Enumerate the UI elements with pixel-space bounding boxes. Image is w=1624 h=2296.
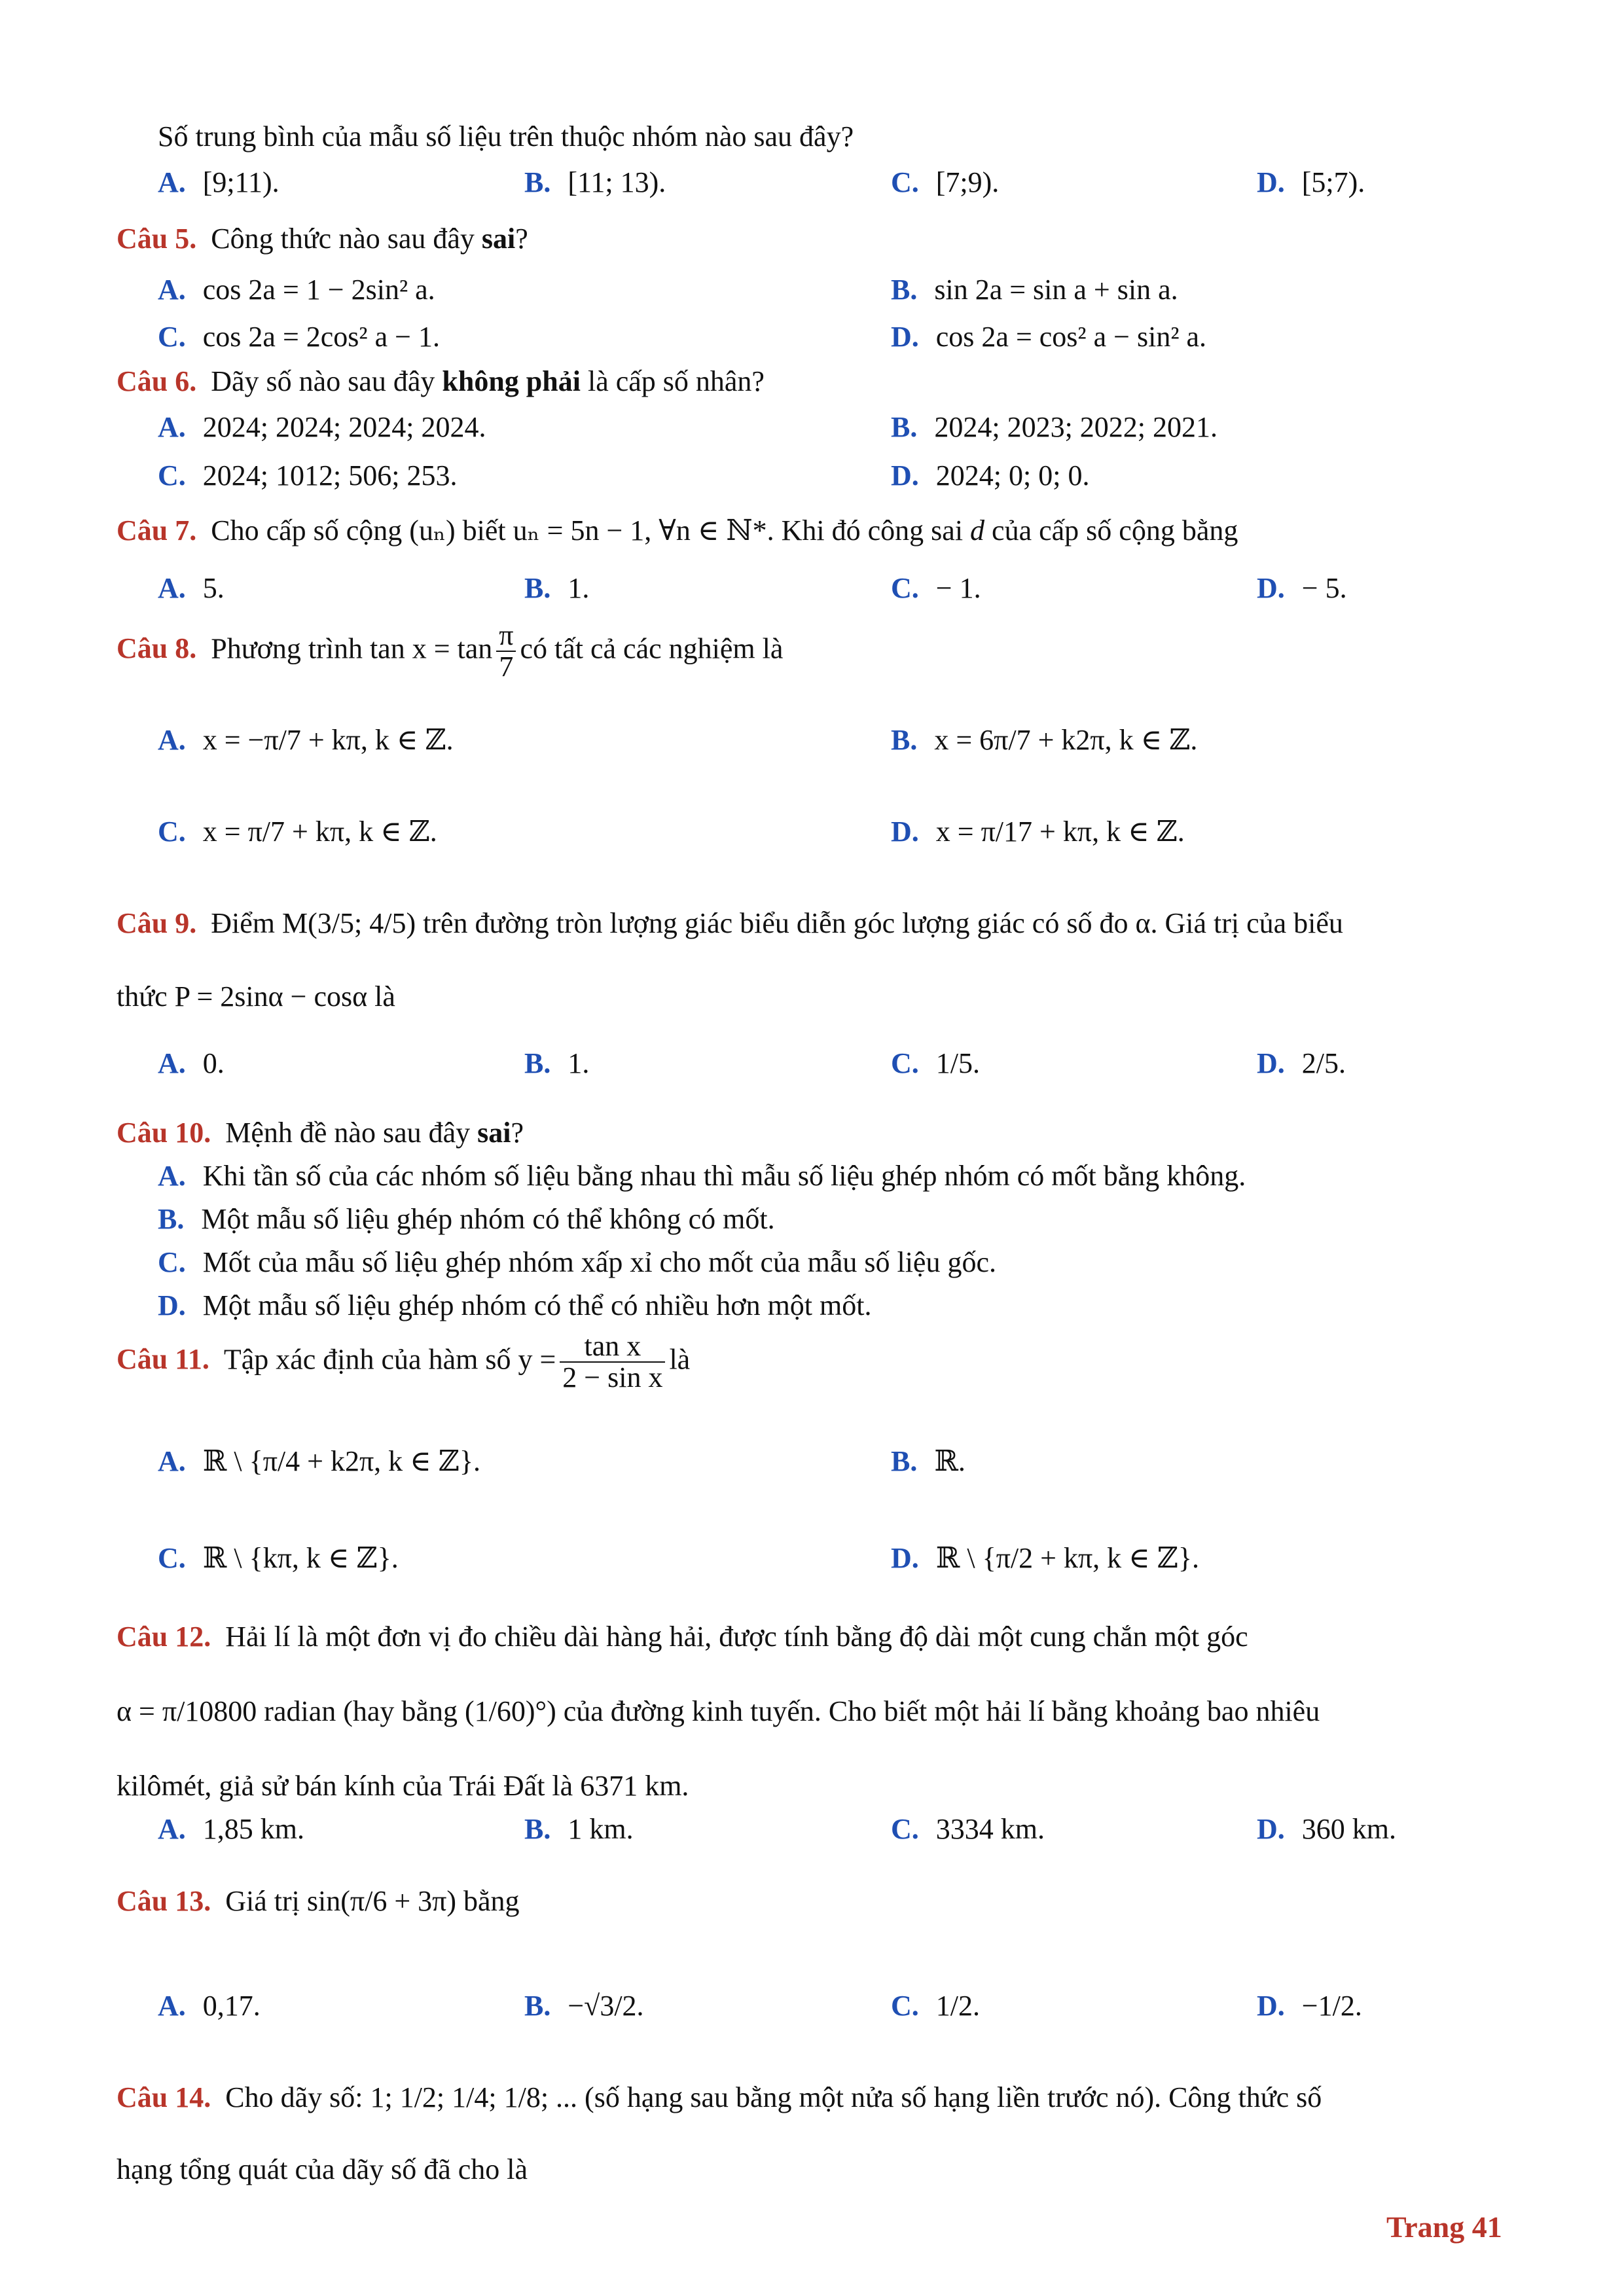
q5-option-a[interactable]: A. cos 2a = 1 − 2sin² a. (158, 274, 435, 306)
q9-option-d[interactable]: D. 2/5. (1257, 1047, 1346, 1079)
question-11: Câu 11. Tập xác định của hàm số y = $\frac{\text{tan x}}{\text{2 − sin x}}$ là (117, 1330, 691, 1394)
question-10: Câu 10. Mệnh đề nào sau đây sai? (117, 1117, 524, 1149)
q10-option-a[interactable]: A. Khi tần số của các nhóm số liệu bằng nhau thì mẫu số liệu ghép nhóm có mốt bằng không. (158, 1160, 1246, 1192)
q6-option-c[interactable]: C. 2024; 1012; 506; 253. (158, 459, 458, 492)
q7-option-d[interactable]: D. − 5. (1257, 572, 1347, 604)
q9-option-a[interactable]: A. 0. (158, 1047, 225, 1079)
q4-option-a[interactable]: A. [9;11). (158, 166, 280, 198)
question-9: Câu 9. Điểm M(3/5; 4/5) trên đường tròn lượng giác biểu diễn góc lượng giác có số đo α. Giá trị của biểu (117, 907, 1343, 939)
q8-option-c[interactable]: C. x = π/7 + kπ, k ∈ ℤ. (158, 816, 437, 848)
q7-option-a[interactable]: A. 5. (158, 572, 225, 604)
q7-option-c[interactable]: C. − 1. (891, 572, 981, 604)
q4-option-b[interactable]: B. [11; 13). (524, 166, 666, 198)
fraction: $\frac{\pi}{7}$ (496, 620, 516, 682)
question-9-line2: thức P = 2sinα − cosα là (117, 980, 395, 1013)
q7-option-b[interactable]: B. 1. (524, 572, 590, 604)
q9-option-b[interactable]: B. 1. (524, 1047, 590, 1079)
question-8: Câu 8. Phương trình tan x = tan $\frac{\pi}{7}$ có tất cả các nghiệm là (117, 619, 784, 683)
q5-option-c[interactable]: C. cos 2a = 2cos² a − 1. (158, 321, 440, 353)
fraction: $\frac{\text{tan x}}{\text{2 − sin x}}$ (560, 1331, 665, 1393)
q12-option-a[interactable]: A. 1,85 km. (158, 1813, 305, 1845)
q5-option-b[interactable]: B. sin 2a = sin a + sin a. (891, 274, 1178, 306)
q11-option-b[interactable]: B. ℝ. (891, 1445, 965, 1477)
q13-option-d[interactable]: D. −1/2. (1257, 1990, 1362, 2022)
q6-option-d[interactable]: D. 2024; 0; 0; 0. (891, 459, 1090, 492)
page-number: Trang 41 (1386, 2210, 1502, 2244)
q4-option-d[interactable]: D. [5;7). (1257, 166, 1365, 198)
q11-option-d[interactable]: D. ℝ \ {π/2 + kπ, k ∈ ℤ}. (891, 1542, 1199, 1574)
question-12-line2: α = π/10800 radian (hay bằng (1/60)°) của đường kinh tuyến. Cho biết một hải lí bằng khoảng bao nhiêu (117, 1695, 1320, 1727)
q12-option-b[interactable]: B. 1 km. (524, 1813, 634, 1845)
question-12: Câu 12. Hải lí là một đơn vị đo chiều dài hàng hải, được tính bằng độ dài một cung chắn một góc (117, 1621, 1248, 1653)
q6-option-a[interactable]: A. 2024; 2024; 2024; 2024. (158, 411, 486, 443)
q5-option-d[interactable]: D. cos 2a = cos² a − sin² a. (891, 321, 1207, 353)
question-6: Câu 6. Dãy số nào sau đây không phải là cấp số nhân? (117, 365, 765, 397)
q11-option-c[interactable]: C. ℝ \ {kπ, k ∈ ℤ}. (158, 1542, 399, 1574)
q10-option-c[interactable]: C. Mốt của mẫu số liệu ghép nhóm xấp xỉ cho mốt của mẫu số liệu gốc. (158, 1246, 996, 1278)
q4-option-c[interactable]: C. [7;9). (891, 166, 1000, 198)
q9-option-c[interactable]: C. 1/5. (891, 1047, 981, 1079)
question-12-line3: kilômét, giả sử bán kính của Trái Đất là 6371 km. (117, 1770, 689, 1802)
q13-option-b[interactable]: B. −√3/2. (524, 1990, 644, 2022)
question-14: Câu 14. Cho dãy số: 1; 1/2; 1/4; 1/8; ... (số hạng sau bằng một nửa số hạng liền trước nó). Công thức số (117, 2081, 1322, 2113)
question-5: Câu 5. Công thức nào sau đây sai? (117, 223, 528, 255)
q8-option-b[interactable]: B. x = 6π/7 + k2π, k ∈ ℤ. (891, 724, 1198, 756)
question-7: Câu 7. Cho cấp số cộng (uₙ) biết uₙ = 5n − 1, ∀n ∈ ℕ*. Khi đó công sai d của cấp số cộng bằng (117, 514, 1238, 547)
q10-option-b[interactable]: B. Một mẫu số liệu ghép nhóm có thể không có mốt. (158, 1203, 775, 1235)
q13-option-c[interactable]: C. 1/2. (891, 1990, 981, 2022)
q11-option-a[interactable]: A. ℝ \ {π/4 + k2π, k ∈ ℤ}. (158, 1445, 480, 1477)
q8-option-a[interactable]: A. x = −π/7 + kπ, k ∈ ℤ. (158, 724, 454, 756)
q6-option-b[interactable]: B. 2024; 2023; 2022; 2021. (891, 411, 1218, 443)
q8-option-d[interactable]: D. x = π/17 + kπ, k ∈ ℤ. (891, 816, 1185, 848)
q10-option-d[interactable]: D. Một mẫu số liệu ghép nhóm có thể có nhiều hơn một mốt. (158, 1289, 872, 1321)
q12-option-c[interactable]: C. 3334 km. (891, 1813, 1045, 1845)
q13-option-a[interactable]: A. 0,17. (158, 1990, 261, 2022)
question-13: Câu 13. Giá trị sin(π/6 + 3π) bằng (117, 1885, 520, 1917)
q12-option-d[interactable]: D. 360 km. (1257, 1813, 1397, 1845)
question-14-line2: hạng tổng quát của dãy số đã cho là (117, 2153, 528, 2185)
intro-text: Số trung bình của mẫu số liệu trên thuộc nhóm nào sau đây? (158, 120, 854, 152)
